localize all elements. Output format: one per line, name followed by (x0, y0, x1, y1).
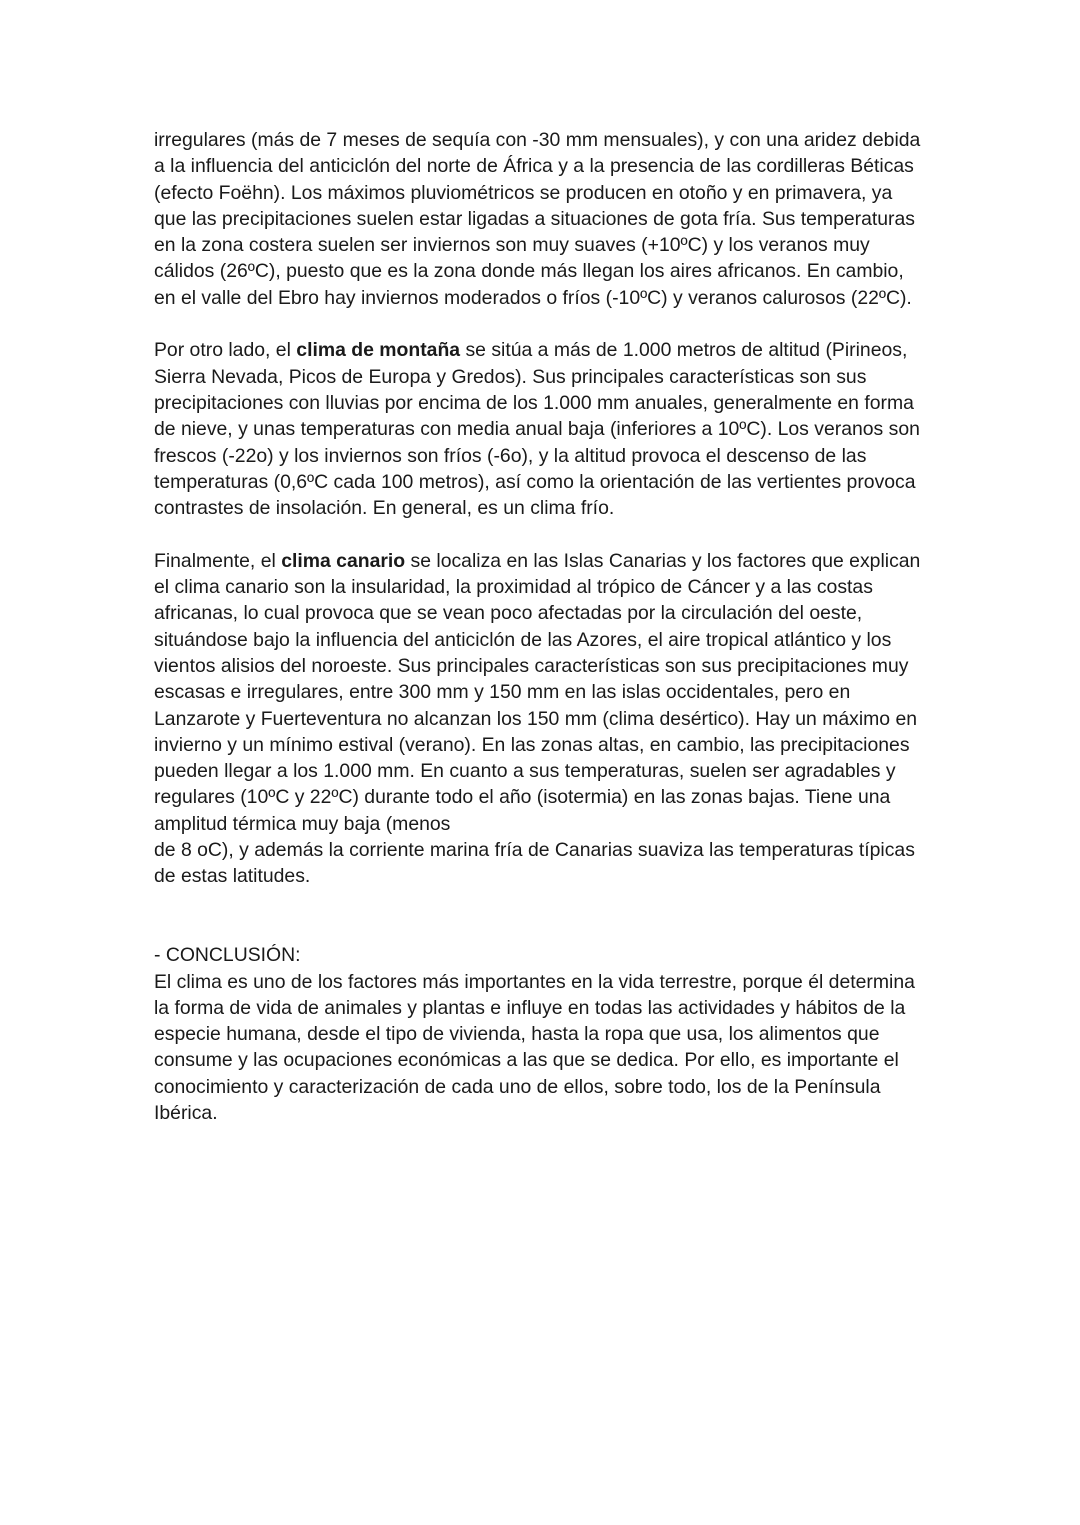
text-line (154, 548, 954, 574)
text-line: conocimiento y caracterización de cada uno de ellos, sobre todo, los de la Península (154, 1075, 881, 1098)
text-line: invierno y un mínimo estival (verano). En las zonas altas, en cambio, las precipitaciones (154, 733, 910, 756)
text-line: que las precipitaciones suelen estar ligadas a situaciones de gota fría. Sus temperaturas (154, 207, 915, 230)
paragraph-mountain-climate (154, 337, 954, 521)
text-line: de nieve, y unas temperaturas con media anual baja (inferiores a 10ºC). Los veranos son (154, 418, 920, 441)
text-line: contrastes de insolación. En general, es un clima frío. (154, 497, 615, 520)
text-run: Por otro lado, el (154, 339, 297, 362)
text-line: vientos alisios del noroeste. Sus principales características son sus precipitaciones muy (154, 654, 909, 677)
text-line: frescos (-22o) y los inviernos son fríos (-6o), y la altitud provoca el descenso de las (154, 444, 867, 467)
text-line: cálidos (26ºC), puesto que es la zona donde más llegan los aires africanos. En cambio, (154, 260, 904, 283)
text-line: a la influencia del anticiclón del norte de África y a la presencia de las cordilleras Béticas (154, 155, 914, 178)
text-line: situándose bajo la influencia del anticiclón de las Azores, el aire tropical atlántico y los (154, 628, 892, 651)
text-line (154, 337, 954, 363)
text-line: amplitud térmica muy baja (menos (154, 812, 451, 835)
text-line: el clima canario son la insularidad, la proximidad al trópico de Cáncer y a las costas (154, 576, 873, 599)
text-line: en la zona costera suelen ser inviernos son muy suaves (+10ºC) y los veranos muy (154, 234, 870, 257)
paragraph-canary-climate (154, 548, 954, 890)
document-body (154, 127, 954, 1126)
text-line: irregulares (más de 7 meses de sequía con -30 mm mensuales), y con una aridez debida (154, 129, 921, 151)
text-line: precipitaciones con lluvias por encima de los 1.000 mm anuales, generalmente en forma (154, 391, 914, 414)
text-line: escasas e irregulares, entre 300 mm y 150 mm en las islas occidentales, pero en (154, 681, 851, 704)
text-line: (efecto Foëhn). Los máximos pluviométricos se producen en otoño y en primavera, ya (154, 181, 893, 204)
section-heading-conclusion: - CONCLUSIÓN: (154, 944, 301, 967)
text-run: Finalmente, el (154, 549, 282, 572)
text-line: pueden llegar a los 1.000 mm. En cuanto a sus temperaturas, suelen ser agradables y (154, 760, 896, 783)
text-line: Ibérica. (154, 1101, 218, 1124)
term-mountain-climate: clima de montaña (296, 339, 461, 362)
text-line: Lanzarote y Fuerteventura no alcanzan los 150 mm (clima desértico). Hay un máximo en (154, 707, 918, 730)
text-line: en el valle del Ebro hay inviernos moderados o fríos (-10ºC) y veranos calurosos (22ºC). (154, 286, 912, 309)
paragraph-mediterranean-climate (154, 127, 954, 311)
text-line: El clima es uno de los factores más importantes en la vida terrestre, porque él determina (154, 970, 915, 993)
spacer (154, 890, 954, 943)
text-line: Sierra Nevada, Picos de Europa y Gredos). Sus principales características son sus (154, 365, 867, 388)
text-run: se sitúa a más de 1.000 metros de altitud (Pirineos, (460, 339, 908, 362)
text-line: temperaturas (0,6ºC cada 100 metros), así como la orientación de las vertientes provoca (154, 470, 916, 493)
text-line: consume y las ocupaciones económicas a las que se dedica. Por ello, es importante el (154, 1049, 899, 1072)
paragraph-conclusion (154, 942, 954, 1126)
text-line: de 8 oC), y además la corriente marina fría de Canarias suaviza las temperaturas típicas (154, 839, 915, 862)
text-line: especie humana, desde el tipo de vivienda, hasta la ropa que usa, los alimentos que (154, 1023, 880, 1046)
text-line: regulares (10ºC y 22ºC) durante todo el año (isotermia) en las zonas bajas. Tiene una (154, 786, 891, 809)
text-line: africanas, lo cual provoca que se vean poco afectadas por la circulación del oeste, (154, 602, 863, 625)
term-canary-climate: clima canario (281, 549, 406, 572)
text-line: la forma de vida de animales y plantas e influye en todas las actividades y hábitos de la (154, 996, 906, 1019)
text-line: de estas latitudes. (154, 865, 311, 888)
text-run: se localiza en las Islas Canarias y los factores que explican (405, 549, 921, 572)
